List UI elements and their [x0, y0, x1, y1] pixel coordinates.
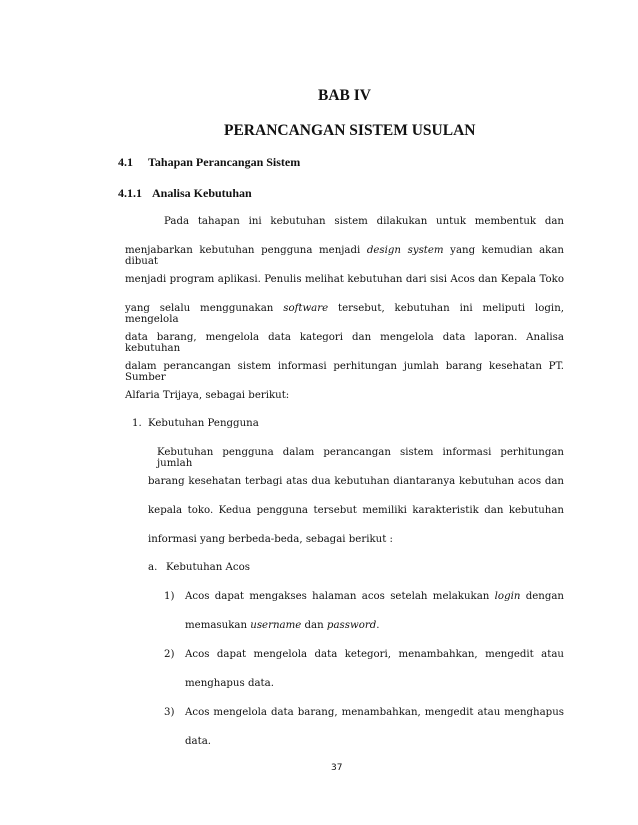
section-title: Tahapan Perancangan Sistem: [148, 155, 301, 169]
text: .: [376, 620, 380, 631]
section-number: 4.1.1: [118, 186, 142, 200]
intro-line-6: dalam perancangan sistem informasi perhitungan jumlah barang kesehatan PT. Sumber: [125, 361, 564, 383]
emphasis: design system: [366, 245, 444, 256]
list-title: Kebutuhan Pengguna: [148, 418, 259, 429]
intro-line-4: [125, 303, 564, 325]
text: Acos dapat mengakses halaman acos setelah melakukan: [185, 591, 495, 602]
emphasis: username: [250, 620, 302, 631]
text: yang selalu menggunakan: [125, 303, 284, 314]
item1-line-1: Kebutuhan pengguna dalam perancangan sistem informasi perhitungan jumlah: [157, 447, 564, 469]
acos-item-1-line-1: [185, 591, 564, 602]
intro-line-3: menjadi program aplikasi. Penulis melihat kebutuhan dari sisi Acos dan Kepala Toko: [125, 274, 564, 285]
item1-line-3: kepala toko. Kedua pengguna tersebut memiliki karakteristik dan kebutuhan: [148, 505, 564, 516]
emphasis: password: [326, 620, 377, 631]
list-item-a: [148, 562, 250, 573]
item1-line-2: barang kesehatan terbagi atas dua kebutuhan diantaranya kebutuhan acos dan: [148, 476, 564, 487]
intro-line-5: data barang, mengelola data kategori dan mengelola data laporan. Analisa kebutuhan: [125, 332, 564, 354]
text: dan: [301, 620, 327, 631]
intro-line-2: [125, 245, 564, 267]
intro-line-7: Alfaria Trijaya, sebagai berikut:: [125, 390, 290, 401]
acos-item-number-1: 1): [164, 591, 175, 602]
acos-item-3-line-2: data.: [185, 736, 212, 747]
page-number: 37: [331, 763, 343, 773]
text: memasukan: [185, 620, 251, 631]
acos-item-3-line-1: Acos mengelola data barang, menambahkan, mengedit atau menghapus: [185, 707, 564, 718]
chapter-subtitle: PERANCANGAN SISTEM USULAN: [224, 122, 476, 139]
chapter-title: BAB IV: [318, 87, 371, 104]
list-item-1: [132, 418, 259, 429]
acos-item-number-3: 3): [164, 707, 175, 718]
list-title: Kebutuhan Acos: [166, 562, 250, 573]
acos-item-number-2: 2): [164, 649, 175, 660]
text: menjabarkan kebutuhan pengguna menjadi: [125, 245, 367, 256]
section-heading-4-1-1: [118, 186, 252, 201]
text: yang kemudian akan dibuat: [125, 245, 564, 267]
acos-item-2-line-1: Acos dapat mengelola data ketegori, menambahkan, mengedit atau: [185, 649, 564, 660]
intro-line-1: Pada tahapan ini kebutuhan sistem dilakukan untuk membentuk dan: [164, 216, 564, 227]
section-heading-4-1: [118, 155, 301, 170]
section-title: Analisa Kebutuhan: [152, 186, 252, 200]
list-number: 1.: [132, 418, 142, 429]
text: tersebut, kebutuhan ini meliputi login, mengelola: [125, 303, 564, 325]
emphasis: login: [494, 591, 521, 602]
list-letter: a.: [148, 562, 158, 573]
acos-item-1-line-2: [185, 620, 379, 631]
emphasis: software: [283, 303, 329, 314]
text: dengan: [520, 591, 564, 602]
section-number: 4.1: [118, 155, 133, 169]
acos-item-2-line-2: menghapus data.: [185, 678, 274, 689]
item1-line-4: informasi yang berbeda-beda, sebagai berikut :: [148, 534, 393, 545]
